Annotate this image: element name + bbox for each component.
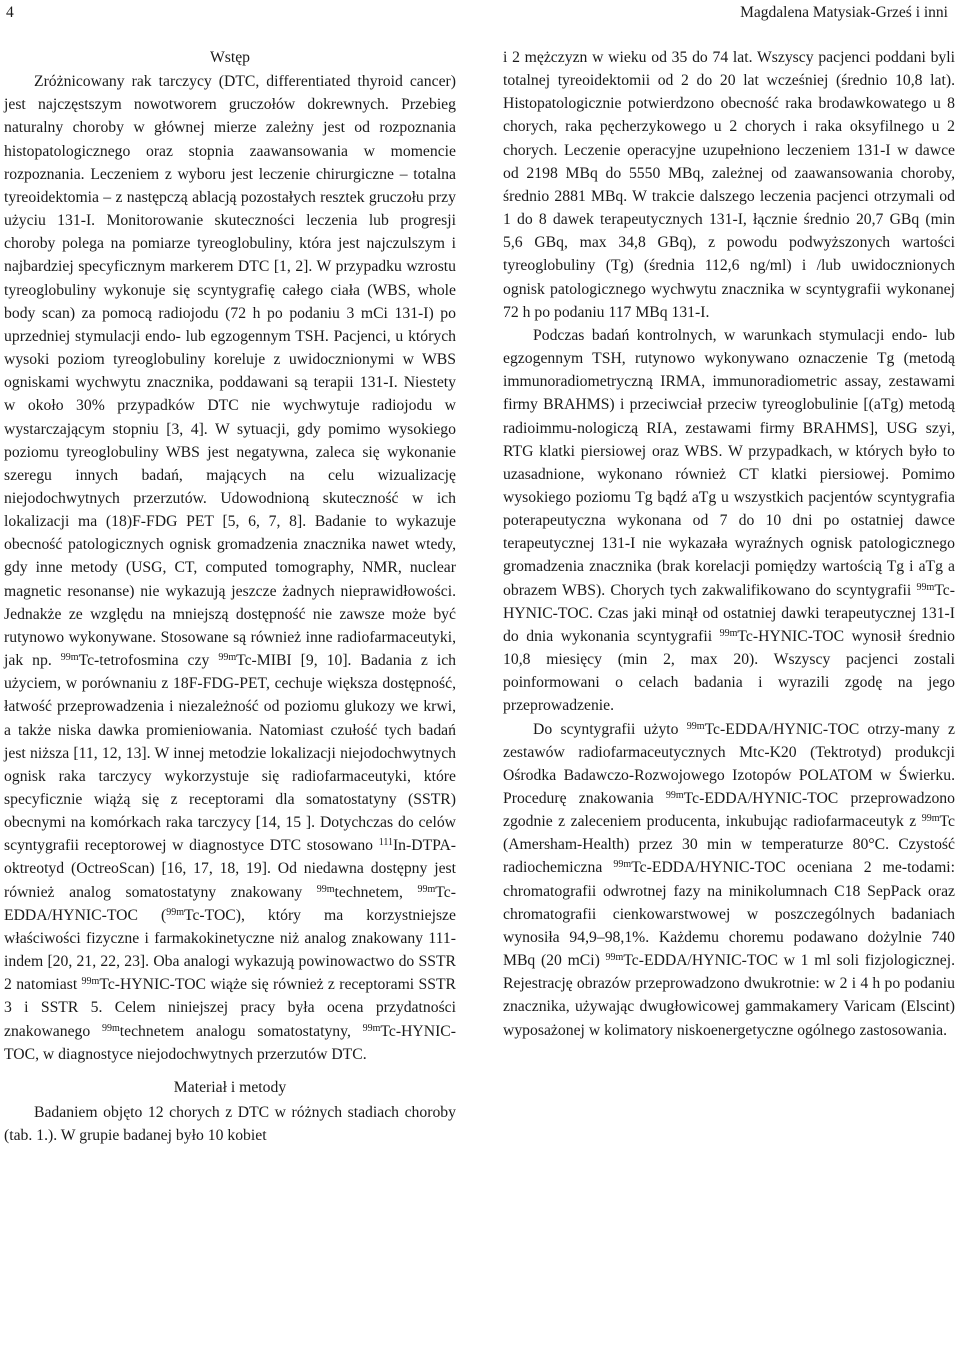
isotope-superscript: 99m bbox=[686, 720, 705, 732]
isotope-superscript: 99m bbox=[921, 813, 940, 825]
follow-up-paragraph: Podczas badań kontrolnych, w warunkach stymulacji endo- lub egzogennym TSH, rutynowo wykonywano oznaczenie Tg (metodą immunoradiometryczną IRMA, immunoradiometric assay, zestawami firmy BRAHMS) i przeciwciał przeciw tyreoglobulinie [(aTg) metodą radioimmu-nologiczą RIA, zestawami firmy BRAHMS], USG szyi, RTG klatki piersiowej oraz WBS. W przypadkach, w których było to uzasadnione, wykonano również CT klatki piersiowej. Pomimo wysokiego poziomu Tg bądź aTg u wszystkich pacjentów scyntygrafia poterapeutyczna wykonana od 7 do 10 dni po ostatniej dawce terapeutycznej 131-I nie wykazała wyraźnych ognisk patologicznego gromadzenia znacznika (brak korelacji pomiędzy wartością Tg i aTg a obrazem WBS). Chorych tych zakwalifikowano do scyntygrafii $^{99m}$Tc-HYNIC-TOC. Czas jaki minął od ostatniej dawki terapeutycznej 131-I do dnia wykonania scyntygrafii $^{99m}$Tc-HYNIC-TOC wynosił średnio 10,8 miesięcy (min 2, max 20). Wszyscy pacjenci zostali poinformowani o celach badania i wyrazili zgodę na jego przeprowadzenie. bbox=[503, 326, 955, 715]
isotope-superscript: 99m bbox=[81, 976, 100, 988]
right-column bbox=[503, 46, 955, 1042]
isotope-superscript: 99m bbox=[60, 652, 79, 664]
page-number: 4 bbox=[6, 4, 14, 21]
section-heading-introduction: Wstęp bbox=[209, 49, 251, 66]
page-header bbox=[4, 0, 956, 24]
isotope-superscript: 99m bbox=[613, 859, 632, 871]
isotope-superscript: 99m bbox=[417, 883, 436, 895]
isotope-superscript: 99m bbox=[362, 1022, 381, 1034]
isotope-superscript: 99m bbox=[101, 1022, 120, 1034]
section-heading-methods: Materiał i metody bbox=[173, 1078, 287, 1096]
left-column bbox=[4, 44, 456, 1147]
isotope-superscript: 99m bbox=[719, 627, 738, 639]
isotope-superscript: 99m bbox=[166, 906, 184, 918]
isotope-superscript: 99m bbox=[316, 883, 335, 895]
isotope-superscript: 111 bbox=[378, 837, 393, 849]
isotope-superscript: 99m bbox=[916, 581, 935, 593]
intro-paragraph: Zróżnicowany rak tarczycy (DTC, differentiated thyroid cancer) jest najczęstszym nowotworem gruczołów dokrewnych. Przebieg naturalny choroby w głównej mierze zależny jest od rozpoznania histopatologicznego oraz stopnia zaawansowania w momencie rozpoznania. Leczeniem z wyboru jest leczenie chirurgiczne – totalna tyreoidektomia – z następczą ablacją pozostałych resztek gruczołu przy użyciu 131-I. Monitorowanie skuteczności leczenia lub progresji choroby polega na pomiarze tyreoglobuliny, która jest najczulszym i najbardziej specyficznym markerem DTC [1, 2]. W przypadku wzrostu tyreoglobuliny wykonuje się scyntygrafię całego ciała (WBS, whole body scan) za pomocą radiojodu (72 h po podaniu 3 mCi 131-I) po uprzedniej stymulacji endo- lub egzogennym TSH. Pacjenci, u których wysoki poziom tyreoglobuliny koreluje z uwidocznionymi w WBS ogniskami wychwytu znacznika, poddawani są terapii 131-I. Niestety w około 30% przypadków DTC nie wychwytuje radiojodu w wystarczającym stopniu [3, 4]. W sytuacji, gdy pomimo wysokiego poziomu tyreoglobuliny WBS jest negatywna, zaleca się wykonanie szeregu innych badań, mających na celu wizualizację niejodochwytnych przerzutów. Udowodnioną skuteczność w ich lokalizacji ma (18)F-FDG PET [5, 6, 7, 8]. Badanie to wykazuje obecność patologicznych ognisk gromadzenia znacznika nawet wtedy, gdy inne metody (USG, CT, computed tomography, NMR, nuclear magnetic resonanse) nie wykazują jeszcze żadnych nieprawidłowości. Jednakże ze względu na mniejszą dostępność nie zawsze może być rutynowo wykonywane. Stosowane są również inne radiofarmaceutyki, jak np. $^{99m}$Tc-tetrofosmina czy $^{99m}$Tc-MIBI [9, 10]. Badania z ich użyciem, w porównaniu z 18F-FDG-PET, cechuje większa dostępność, łatwość przeprowadzenia i niezależność od poziomu glukozy we krwi, a także niska dawka promieniowania. Natomiast czułość tych badań jest niższa [11, 12, 13]. W innej metodzie lokalizacji niejodochwytnych ognisk raka tarczycy wykorzystuje się radiofarmaceutyki, które specyficznie wiążą się z receptorami dla somatostatyny (SSTR) obecnymi na komórkach raka tarczycy [14, 15 ]. Dotychczas do celów scyntygrafii receptorowej w diagnostyce DTC stosowano $^{111}$In-DTPA-oktreotyd (OctreoScan) [16, 17, 18, 19]. Od niedawna dostępny jest również analog somatostatyny znakowany $^{99m}$technetem, $^{99m}$Tc-EDDA/HYNIC-TOC ($^{99m}$Tc-TOC), który ma korzystniejsze właściwości fizyczne i farmakokinetyczne niż analog znakowany 111-indem [20, 21, 22, 23]. Oba analogi wykazują powinowactwo do SSTR 2 natomiast $^{99m}$Tc-HYNIC-TOC wiąże się również z receptorami SSTR 3 i SSTR 5. Celem niniejszej pracy była ocena przydatności znakowanego $^{99m}$technetem analogu somatostatyny, $^{99m}$Tc-HYNIC-TOC, w diagnostyce niejodochwytnych przerzutów DTC. bbox=[4, 73, 457, 1063]
scintigraphy-paragraph: Do scyntygrafii użyto $^{99m}$Tc-EDDA/HYNIC-TOC otrzy-many z zestawów radiofarmaceutycznych Mtc-K20 (Tektrotyd) produkcji Ośrodka Badawczo-Rozwojowego Izotopów POLATOM w Świerku. Procedurę znakowania $^{99m}$Tc-EDDA/HYNIC-TOC przeprowadzono zgodnie z zaleceniem producenta, inkubując radiofarmaceutyk z $^{99m}$Tc (Amersham-Health) przez 30 min w temperaturze 80°C. Czystość radiochemiczna $^{99m}$Tc-EDDA/HYNIC-TOC oceniana 2 me-todami: chromatografii odwrotnej fazy na minikolumnach C18 SepPack oraz chromatografii cienkowarstwowej w poszczególnych badaniach wynosiła 94,9–98,1%. Każdemu choremu podawano dożylnie 740 MBq (20 mCi) $^{99m}$Tc-EDDA/HYNIC-TOC w 1 ml soli fizjologicznej. Rejestrację obrazów przeprowadzono dwukrotnie: w 2 i 4 h po podaniu znacznika, używając dwugłowicowej gammakamery Varicam (Elscint) wyposażonej w kolimatory niskoenergetyczne ogólnego zastosowania. bbox=[503, 720, 955, 1039]
isotope-superscript: 99m bbox=[665, 790, 684, 801]
methods-paragraph: Badaniem objęto 12 chorych z DTC w różnych stadiach choroby (tab. 1.). W grupie badanej było 10 kobiet bbox=[4, 1104, 456, 1145]
patients-paragraph: i 2 mężczyzn w wieku od 35 do 74 lat. Wszyscy pacjenci poddani byli totalnej tyreoidektomii od 2 do 20 lat wcześniej (średnio 10,8 lat). Histopatologicznie potwierdzono obecność raka brodawkowatego u 8 chorych, raka pęcherzykowego u 2 chorych i raka oksyfilnego u 2 chorych. Leczenie operacyjne uzupełniono leczeniem 131-I w dawce od 2198 MBq do 5550 MBq, zależnej od zaawansowania choroby, średnio 2881 MBq. W trakcie dalszego leczenia pacjenci otrzymali od 1 do 8 dawek terapeutycznych 131-I, łącznie średnio 20,7 GBq (min 5,6 GBq, max 34,8 GBq), z powodu podwyższonych wartości tyreoglobuliny (Tg) (średnia 112,6 ng/ml) i /lub uwidocznionych ognisk patologicznego wychwytu znacznika w scyntygrafii wykonanej 72 h po podaniu 117 MBq 131-I. bbox=[503, 49, 955, 321]
isotope-superscript: 99m bbox=[218, 652, 237, 664]
isotope-superscript: 99m bbox=[605, 952, 624, 964]
running-head: Magdalena Matysiak-Grześ i inni bbox=[740, 4, 948, 21]
